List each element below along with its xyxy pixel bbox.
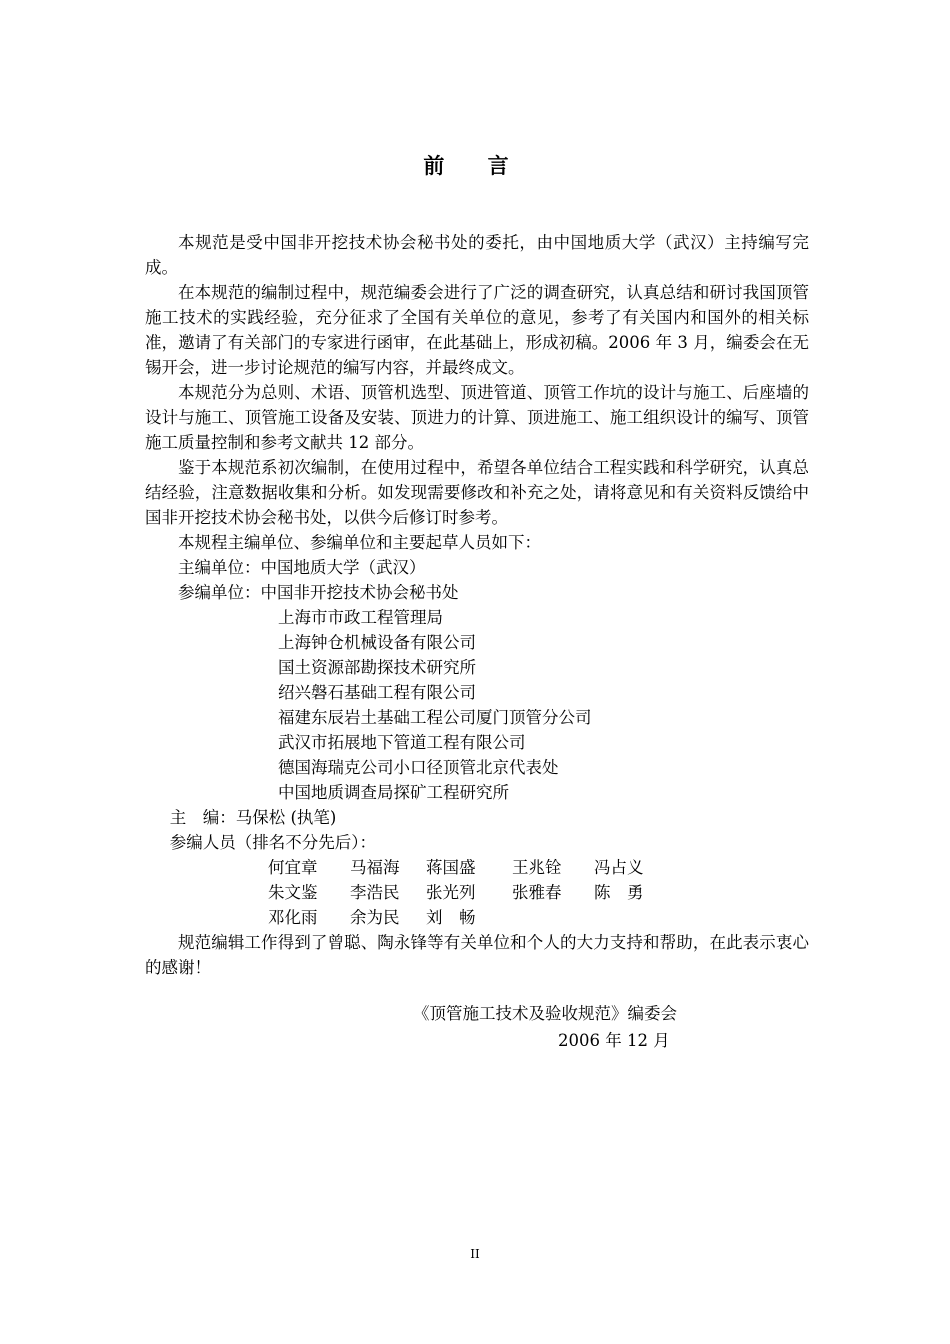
participating-unit: 上海市市政工程管理局 — [278, 608, 443, 627]
editor-row — [145, 855, 809, 880]
editor-name: 蒋国盛 — [426, 858, 476, 877]
participating-unit: 上海钟仓机械设备有限公司 — [278, 633, 476, 652]
page-number: II — [470, 1247, 480, 1261]
editors-label: 参编人员（排名不分先后）： — [169, 833, 376, 852]
editor-name: 陈 勇 — [594, 883, 644, 902]
editor-name: 张光列 — [426, 883, 476, 902]
participating-unit: 绍兴磐石基础工程有限公司 — [278, 683, 476, 702]
editor-name: 朱文鉴 — [268, 883, 318, 902]
paragraph-1: 本规范是受中国非开挖技术协会秘书处的委托，由中国地质大学（武汉）主持编写完成。 — [145, 233, 809, 277]
editor-name: 李浩民 — [350, 883, 400, 902]
participating-unit: 中国地质调查局探矿工程研究所 — [278, 783, 509, 802]
editor-name: 何宜章 — [268, 858, 318, 877]
paragraph-3: 本规范分为总则、术语、顶管机选型、顶进管道、顶管工作坑的设计与施工、后座墙的设计与施工、顶管施工设备及安装、顶进力的计算、顶进施工、施工组织设计的编写、顶管施工质量控制和参考文献共 12 部分。 — [145, 383, 809, 452]
paragraph-4: 鉴于本规范系初次编制，在使用过程中，希望各单位结合工程实践和科学研究，认真总结经验，注意数据收集和分析。如发现需要修改和补充之处，请将意见和有关资料反馈给中国非开挖技术协会秘书处，以供今后修订时参考。 — [145, 458, 809, 527]
editor-row — [145, 905, 809, 930]
chief-editor: 主 编：马保松 (执笔) — [169, 808, 337, 827]
participating-unit: 国土资源部勘探技术研究所 — [278, 658, 476, 677]
participating-unit: 德国海瑞克公司小口径顶管北京代表处 — [278, 758, 559, 777]
units-intro: 本规程主编单位、参编单位和主要起草人员如下： — [178, 533, 541, 552]
paragraph-2: 在本规范的编制过程中，规范编委会进行了广泛的调查研究，认真总结和研讨我国顶管施工技术的实践经验，充分征求了全国有关单位的意见，参考了有关国内和国外的相关标准，邀请了有关部门的专家进行函审，在此基础上，形成初稿。2006 年 3 月，编委会在无锡开会，进一步讨论规范的编写内容，并最终成文。 — [145, 283, 809, 377]
chief-unit: 主编单位：中国地质大学（武汉） — [178, 558, 426, 577]
editor-name: 邓化雨 — [268, 908, 318, 927]
participating-unit: 武汉市拓展地下管道工程有限公司 — [278, 733, 526, 752]
editor-name: 刘 畅 — [426, 908, 476, 927]
editor-name: 张雅春 — [512, 883, 562, 902]
editor-name: 余为民 — [350, 908, 400, 927]
editor-name: 冯占义 — [594, 858, 644, 877]
page-title: 前 言 — [423, 154, 527, 178]
editor-name: 王兆铨 — [512, 858, 562, 877]
editor-name: 马福海 — [350, 858, 400, 877]
date: 2006 年 12 月 — [558, 1031, 670, 1050]
preface-body — [145, 230, 809, 980]
acknowledgement: 规范编辑工作得到了曾聪、陶永锋等有关单位和个人的大力支持和帮助，在此表示衷心的感谢！ — [145, 933, 809, 977]
editor-row — [145, 880, 809, 905]
participating-unit-first: 参编单位：中国非开挖技术协会秘书处 — [178, 583, 459, 602]
participating-unit: 福建东辰岩土基础工程公司厦门顶管分公司 — [278, 708, 592, 727]
signature: 《顶管施工技术及验收规范》编委会 — [413, 1004, 677, 1023]
